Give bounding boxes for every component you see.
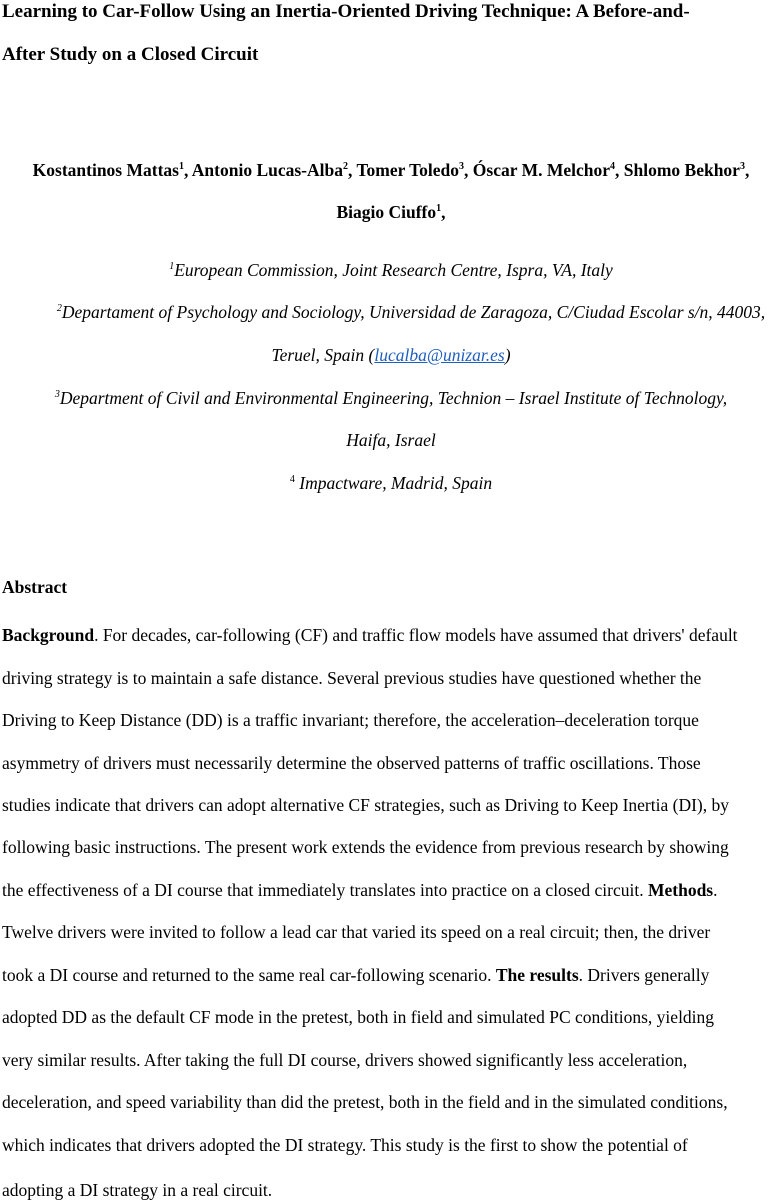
abstract-line [2,795,729,816]
abstract-text: driving strategy is to maintain a safe distance. Several previous studies have questioned whether the [2,668,702,688]
author-separator: , [744,160,750,180]
affiliation-text: Impactware, Madrid, Spain [294,473,493,493]
abstract-text: Twelve drivers were invited to follow a lead car that varied its speed on a real circuit; then, the driver [2,922,711,942]
section-label: The results [495,965,579,985]
author-name: Óscar M. Melchor [472,160,610,180]
affiliation-number: 1 [169,261,175,272]
abstract-text: very similar results. After taking the full DI course, drivers showed significantly less acceleration, [2,1050,688,1070]
affiliation-4 [0,473,782,494]
affiliation-text: ) [504,345,511,365]
author-affiliation-number: 3 [739,161,745,172]
abstract-line [2,1180,272,1201]
abstract-text: adopting a DI strategy in a real circuit. [2,1180,273,1200]
abstract-text: Driving to Keep Distance (DD) is a traffic invariant; therefore, the acceleration–deceleration torque [2,710,699,730]
abstract-line [2,753,701,774]
section-label: Methods [647,880,714,900]
abstract-line [2,1050,687,1071]
author-name: Tomer Toledo [356,160,460,180]
author-affiliation-number: 1 [436,203,442,214]
abstract-text: which indicates that drivers adopted the DI strategy. This study is the first to show the potential of [2,1135,688,1155]
paper-title-line-1: Learning to Car-Follow Using an Inertia-Oriented Driving Technique: A Before-and- [2,1,690,22]
author-name: Biagio Ciuffo [336,202,437,222]
affiliation-text: Departament of Psychology and Sociology, Universidad de Zaragoza, C/Ciudad Escolar s/n, 44003, [61,302,766,322]
affiliation-2-continued [0,345,782,366]
abstract-text: . [713,880,718,900]
paper-title-line-2: After Study on a Closed Circuit [2,44,259,65]
author-affiliation-number: 3 [459,161,465,172]
affiliation-3-continued: Haifa, Israel [346,430,436,450]
abstract-text: adopted DD as the default CF mode in the pretest, both in field and simulated PC conditions, yielding [2,1007,715,1027]
abstract-text: following basic instructions. The present work extends the evidence from previous research by showing [2,837,729,857]
author-separator: , [348,160,357,180]
abstract-line [2,965,709,986]
abstract-line [2,880,717,901]
affiliation-number: 2 [56,303,62,314]
abstract-line [2,625,738,646]
author-affiliation-number: 1 [178,161,184,172]
affiliation-text: Teruel, Spain ( [271,345,375,365]
author-affiliation-number: 4 [610,161,615,172]
section-label: Background [2,625,95,645]
author-list-continued [0,202,782,223]
affiliation-text: European Commission, Joint Research Centre, Ispra, VA, Italy [174,260,613,280]
abstract-heading: Abstract [2,577,68,597]
author-name: Antonio Lucas-Alba [191,160,343,180]
affiliation-1 [0,260,782,281]
abstract-line [2,1092,728,1113]
abstract-text: . Drivers generally [578,965,710,985]
author-affiliation-number: 2 [343,161,348,172]
abstract-text: studies indicate that drivers can adopt alternative CF strategies, such as Driving to Keep Inertia (DI), by [2,795,730,815]
affiliation-number: 4 [289,474,295,485]
affiliation-2 [20,302,782,323]
abstract-line [2,668,701,689]
author-list [0,160,782,181]
author-separator: , [183,160,192,180]
abstract-line [2,710,699,731]
email-link[interactable]: lucalba@unizar.es [374,345,505,365]
abstract-text: . For decades, car-following (CF) and traffic flow models have assumed that drivers' default [94,625,738,645]
abstract-line [2,1135,688,1156]
abstract-text: the effectiveness of a DI course that immediately translates into practice on a closed circuit. [2,880,648,900]
author-separator: , [615,160,624,180]
abstract-line [2,922,710,943]
author-separator: , [464,160,473,180]
affiliation-text: Department of Civil and Environmental Engineering, Technion – Israel Institute of Technology, [59,388,728,408]
abstract-line [2,1007,714,1028]
abstract-text: asymmetry of drivers must necessarily determine the observed patterns of traffic oscillations. Those [2,753,701,773]
abstract-text: deceleration, and speed variability than did the pretest, both in the field and in the simulated conditions, [2,1092,728,1112]
author-name: Shlomo Bekhor [623,160,740,180]
abstract-text: took a DI course and returned to the same real car-following scenario. [2,965,496,985]
affiliation-3 [0,388,782,409]
author-separator: , [441,202,446,222]
author-name: Kostantinos Mattas [32,160,179,180]
affiliation-number: 3 [54,389,60,400]
abstract-line [2,837,729,858]
